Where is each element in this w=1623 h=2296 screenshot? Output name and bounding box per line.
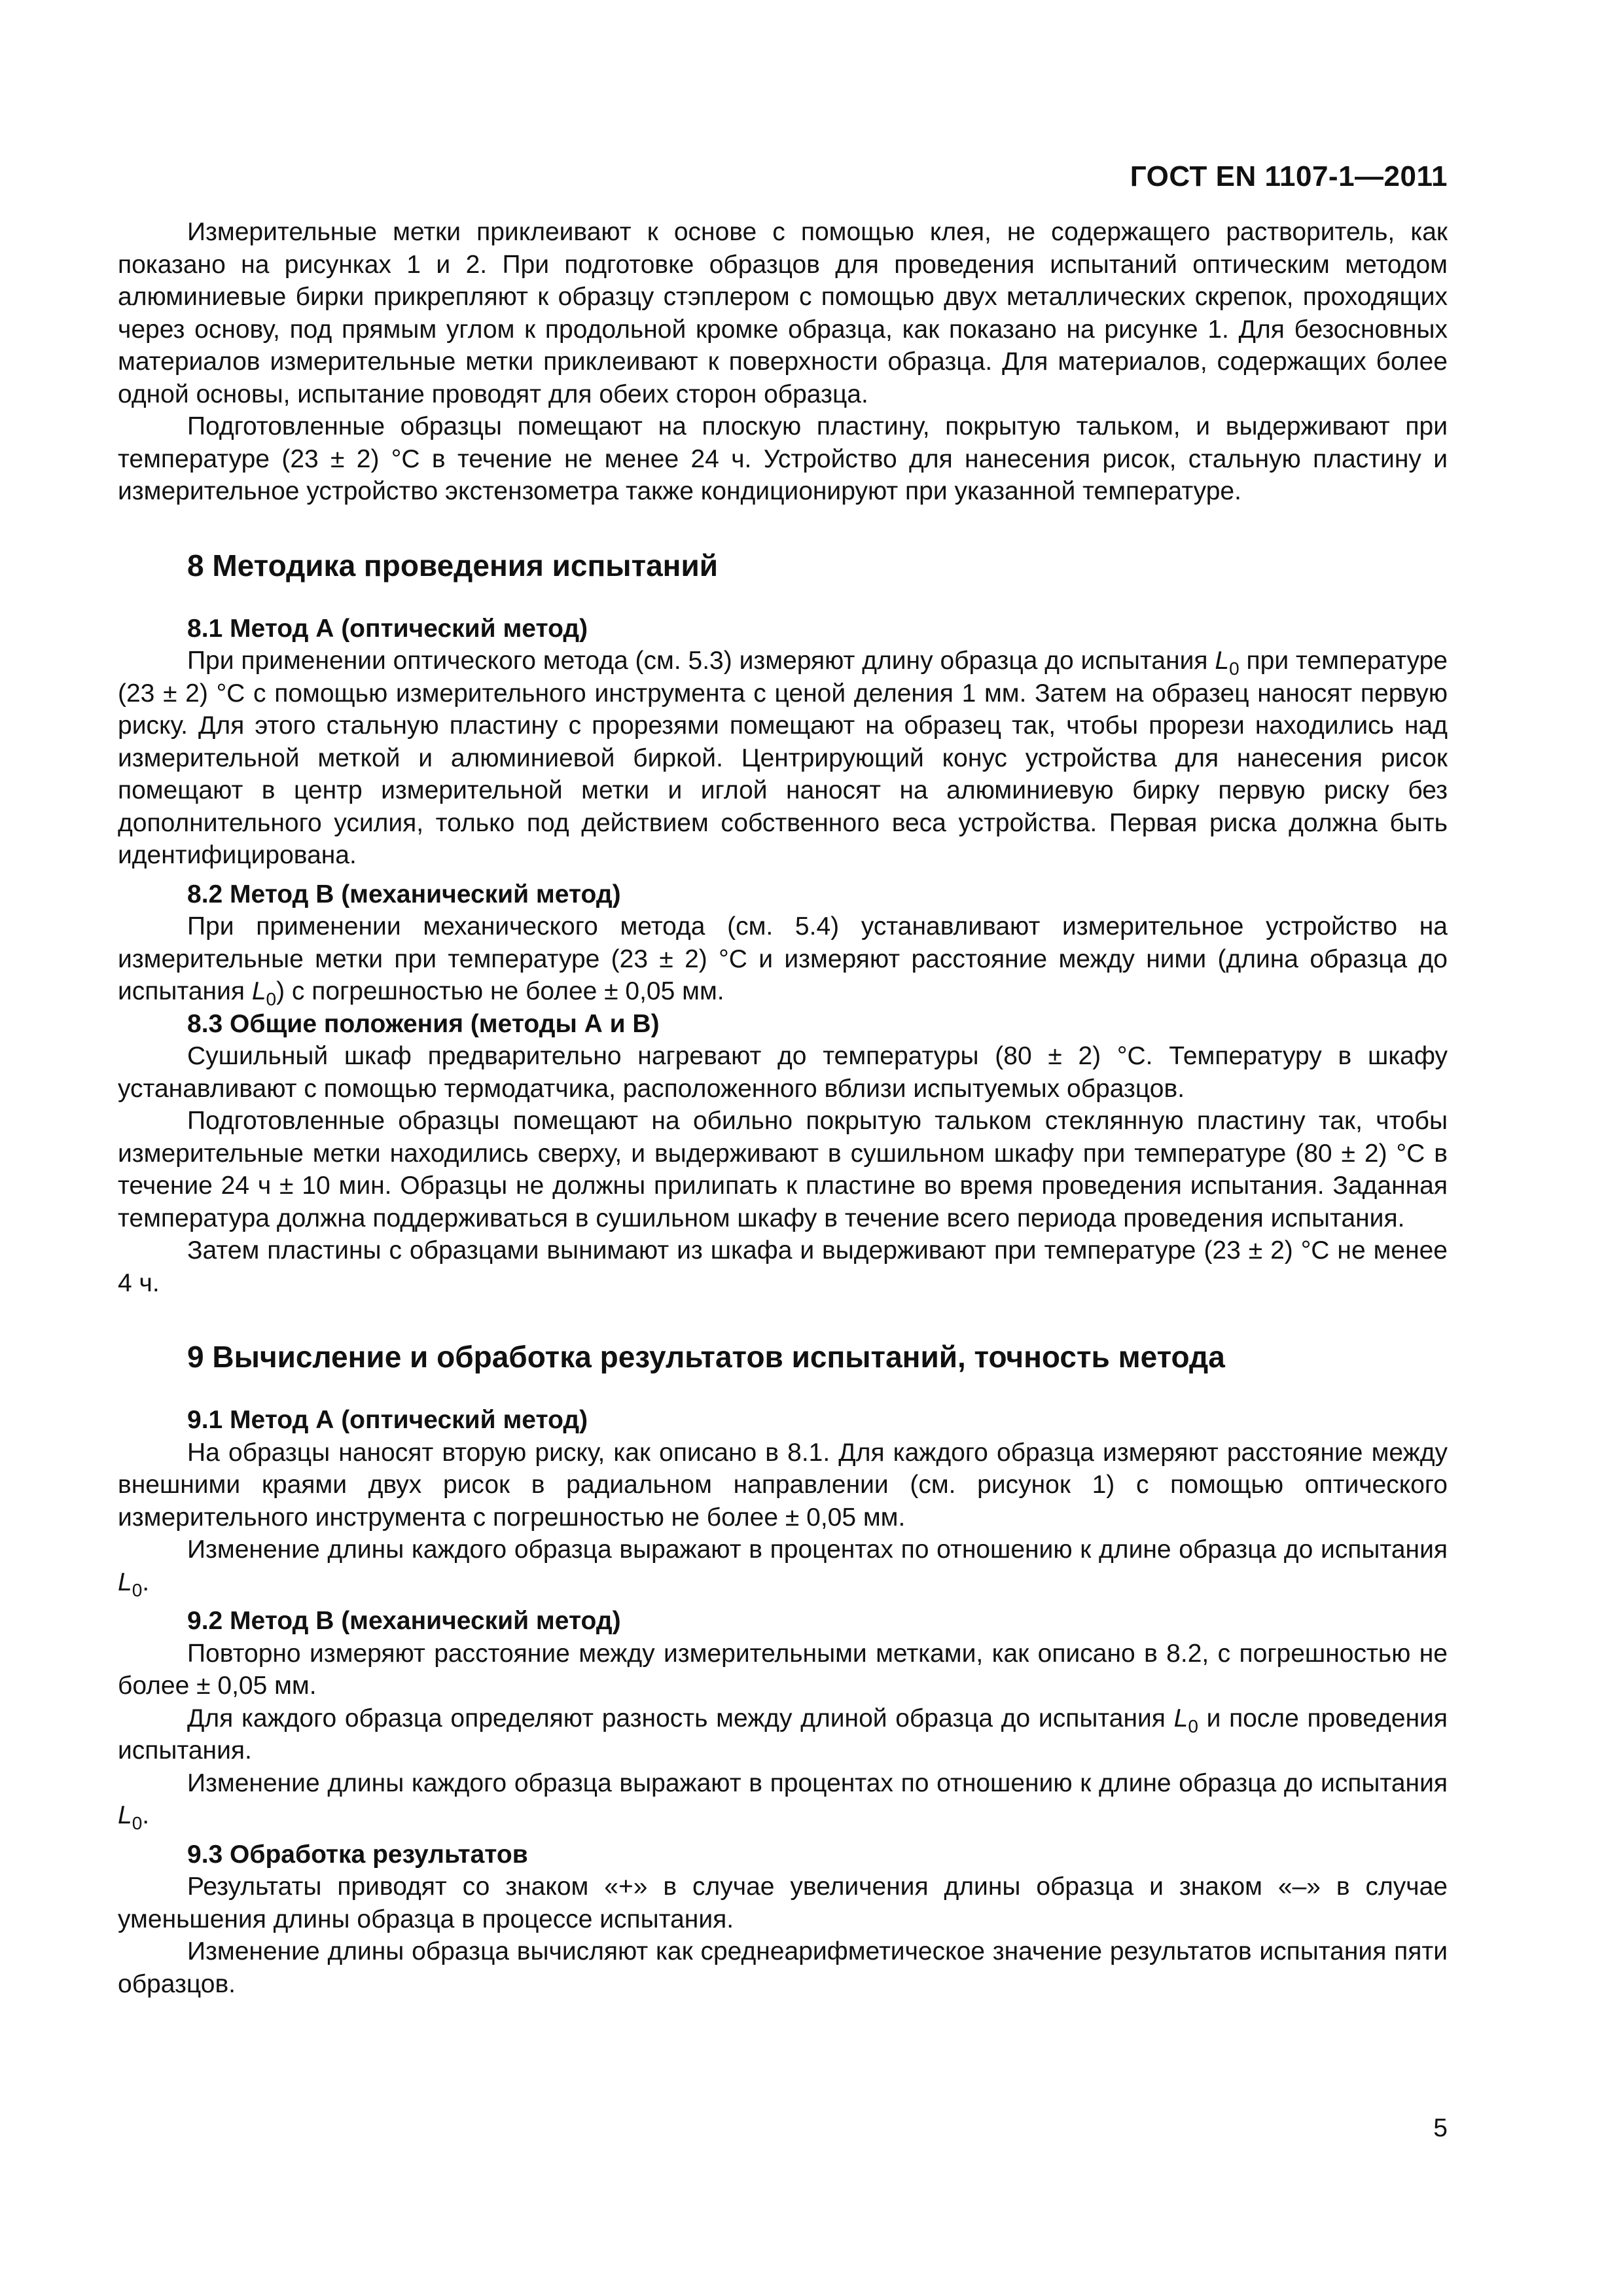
subsection-heading-8-3: 8.3 Общие положения (методы А и В): [187, 1009, 660, 1038]
text-run: Изменение длины каждого образца выражают в процентах по отношению к длине образца до испытания: [187, 1535, 1448, 1564]
paragraph: [118, 1767, 1448, 1832]
section-heading-8: 8 Методика проведения испытаний: [187, 548, 719, 583]
symbol-l: L: [118, 1801, 132, 1829]
subsection-heading-9-3: 9.3 Обработка результатов: [187, 1840, 528, 1869]
paragraph: [118, 1534, 1448, 1598]
symbol-subscript: 0: [266, 989, 277, 1009]
page-number: 5: [1433, 2114, 1448, 2142]
paragraph: Сушильный шкаф предварительно нагревают до температуры (80 ± 2) °С. Температуру в шкафу устанавливают с помощью термодатчика, расположенного вблизи испытуемых образцов.: [118, 1042, 1448, 1103]
symbol-l: L: [251, 977, 266, 1005]
text-run: При применении механического метода (см. 5.4) устанавливают измерительное устройство на измерительные метки при температуре (23 ± 2) °С и измеряют расстояние между ними (длина образца до испытания: [118, 912, 1448, 1005]
subsection-heading-9-2: 9.2 Метод В (механический метод): [187, 1607, 621, 1635]
symbol-subscript: 0: [132, 1579, 143, 1600]
text-run: ) с погрешностью не более ± 0,05 мм.: [276, 977, 724, 1005]
paragraph: Результаты приводят со знаком «+» в случае увеличения длины образца и знаком «–» в случае уменьшения длины образца в процессе испытания.: [118, 1873, 1448, 1933]
document-body: [118, 216, 1448, 2000]
section-heading-9: 9 Вычисление и обработка результатов испытаний, точность метода: [187, 1340, 1225, 1374]
paragraph: Измерительные метки приклеивают к основе с помощью клея, не содержащего растворитель, как показано на рисунках 1 и 2. При подготовке образцов для проведения испытаний оптическим методом алюминиевые бирки прикрепляют к образцу стэплером с помощью двух металлических скрепок, проходящих через основу, под прямым углом к продольной кромке образца, как показано на рисунке 1. Для безосновных материалов измерительные метки приклеивают к поверхности образца. Для материалов, содержащих более одной основы, испытание проводят для обеих сторон образца.: [118, 218, 1448, 408]
paragraph: Изменение длины образца вычисляют как среднеарифметическое значение результатов испытания пяти образцов.: [118, 1937, 1448, 1998]
paragraph: Затем пластины с образцами вынимают из шкафа и выдерживают при температуре (23 ± 2) °С не менее 4 ч.: [118, 1236, 1448, 1297]
text-run: Для каждого образца определяют разность между длиной образца до испытания: [187, 1704, 1174, 1732]
paragraph: Подготовленные образцы помещают на обильно покрытую тальком стеклянную пластину так, чтобы измерительные метки находились сверху, и выдерживают в сушильном шкафу при температуре (80 ± 2) °С в течение 24 ч ± 10 мин. Образцы не должны прилипать к пластине во время проведения испытания. Заданная температура должна поддерживаться в сушильном шкафу в течение всего периода проведения испытания.: [118, 1107, 1448, 1232]
subsection-heading-9-1: 9.1 Метод А (оптический метод): [187, 1406, 588, 1434]
symbol-subscript: 0: [1229, 658, 1240, 679]
symbol-subscript: 0: [132, 1813, 143, 1833]
subsection-heading-8-1: 8.1 Метод А (оптический метод): [187, 614, 588, 643]
subsection-heading-8-2: 8.2 Метод В (механический метод): [187, 880, 621, 908]
text-run: .: [142, 1568, 150, 1596]
paragraph: Повторно измеряют расстояние между измерительными метками, как описано в 8.2, с погрешностью не более ± 0,05 мм.: [118, 1639, 1448, 1700]
paragraph: На образцы наносят вторую риску, как описано в 8.1. Для каждого образца измеряют расстояние между внешними краями двух рисок в радиальном направлении (см. рисунок 1) с помощью оптического измерительного инструмента с погрешностью не более ± 0,05 мм.: [118, 1438, 1448, 1532]
symbol-subscript: 0: [1188, 1715, 1198, 1736]
paragraph: Подготовленные образцы помещают на плоскую пластину, покрытую тальком, и выдерживают при температуре (23 ± 2) °С в течение не менее 24 ч. Устройство для нанесения рисок, стальную пластину и измерительное устройство экстензометра также кондиционируют при указанной температуре.: [118, 412, 1448, 505]
text-run: при температуре (23 ± 2) °С с помощью измерительного инструмента с ценой деления 1 мм. Затем на образец наносят первую риску. Для этого стальную пластину с прорезями помещают на образец так, чтобы прорези находились над измерительной меткой и алюминиевой биркой. Центрирующий конус устройства для нанесения рисок помещают в центр измерительной метки и иглой наносят на алюминиевую бирку первую риску без дополнительного усилия, только под действием собственного веса устройства. Первая риска должна быть идентифицирована.: [118, 647, 1448, 869]
symbol-l: L: [1173, 1704, 1188, 1732]
text-run: и после проведения испытания.: [118, 1704, 1448, 1765]
paragraph: [118, 1702, 1448, 1767]
text-run: При применении оптического метода (см. 5.3) измеряют длину образца до испытания: [187, 647, 1215, 675]
document-header: ГОСТ EN 1107-1—2011: [1130, 160, 1448, 192]
paragraph: [118, 645, 1448, 872]
symbol-l: L: [118, 1568, 132, 1596]
paragraph: [118, 910, 1448, 1008]
text-run: .: [142, 1801, 150, 1829]
symbol-l: L: [1215, 647, 1230, 675]
text-run: Изменение длины каждого образца выражают в процентах по отношению к длине образца до испытания: [187, 1768, 1448, 1797]
